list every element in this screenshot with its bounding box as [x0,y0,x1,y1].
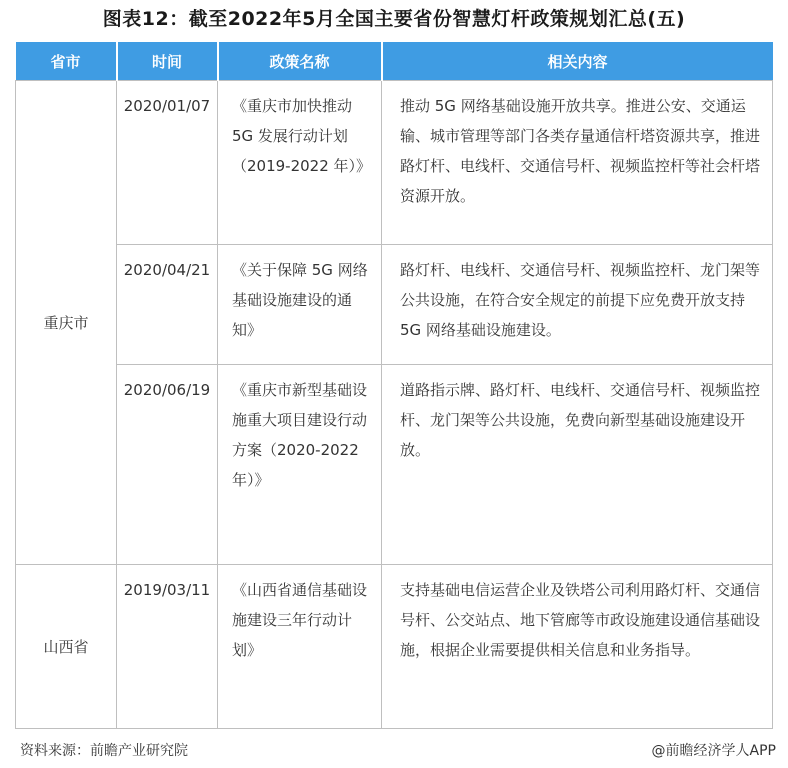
date-cell: 2020/04/21 [117,245,218,365]
content-cell: 推动 5G 网络基础设施开放共享。推进公安、交通运输、城市管理等部门各类存量通信杆塔资源共享，推进路灯杆、电线杆、交通信号杆、视频监控杆等社会杆塔资源开放。 [382,81,773,245]
province-cell: 重庆市 [16,81,117,565]
page-title: 图表12：截至2022年5月全国主要省份智慧灯杆政策规划汇总(五) [102,8,686,30]
date-cell: 2020/06/19 [117,365,218,565]
policy-name-cell: 《重庆市加快推动 5G 发展行动计划（2019-2022 年）》 [218,81,382,245]
policy-name-cell: 《关于保障 5G 网络基础设施建设的通知》 [218,245,382,365]
credit-note: @前瞻经济学人APP [651,743,776,759]
header-province: 省市 [16,42,117,81]
content-cell: 道路指示牌、路灯杆、电线杆、交通信号杆、视频监控杆、龙门架等公共设施，免费向新型基础设施建设开放。 [382,365,773,565]
table-header-row [16,42,773,81]
table-row [16,365,773,565]
province-cell: 山西省 [16,565,117,729]
header-date: 时间 [117,42,218,81]
table-row [16,81,773,245]
header-content: 相关内容 [382,42,773,81]
policy-table [15,42,773,729]
date-cell: 2020/01/07 [117,81,218,245]
content-cell: 支持基础电信运营企业及铁塔公司利用路灯杆、交通信号杆、公交站点、地下管廊等市政设施建设通信基础设施，根据企业需要提供相关信息和业务指导。 [382,565,773,729]
policy-name-cell: 《重庆市新型基础设施重大项目建设行动方案（2020-2022 年）》 [218,365,382,565]
header-policy-name: 政策名称 [218,42,382,81]
table-row [16,245,773,365]
source-note: 资料来源：前瞻产业研究院 [20,743,188,759]
date-cell: 2019/03/11 [117,565,218,729]
content-cell: 路灯杆、电线杆、交通信号杆、视频监控杆、龙门架等公共设施，在符合安全规定的前提下应免费开放支持 5G 网络基础设施建设。 [382,245,773,365]
table-row [16,565,773,729]
policy-name-cell: 《山西省通信基础设施建设三年行动计划》 [218,565,382,729]
